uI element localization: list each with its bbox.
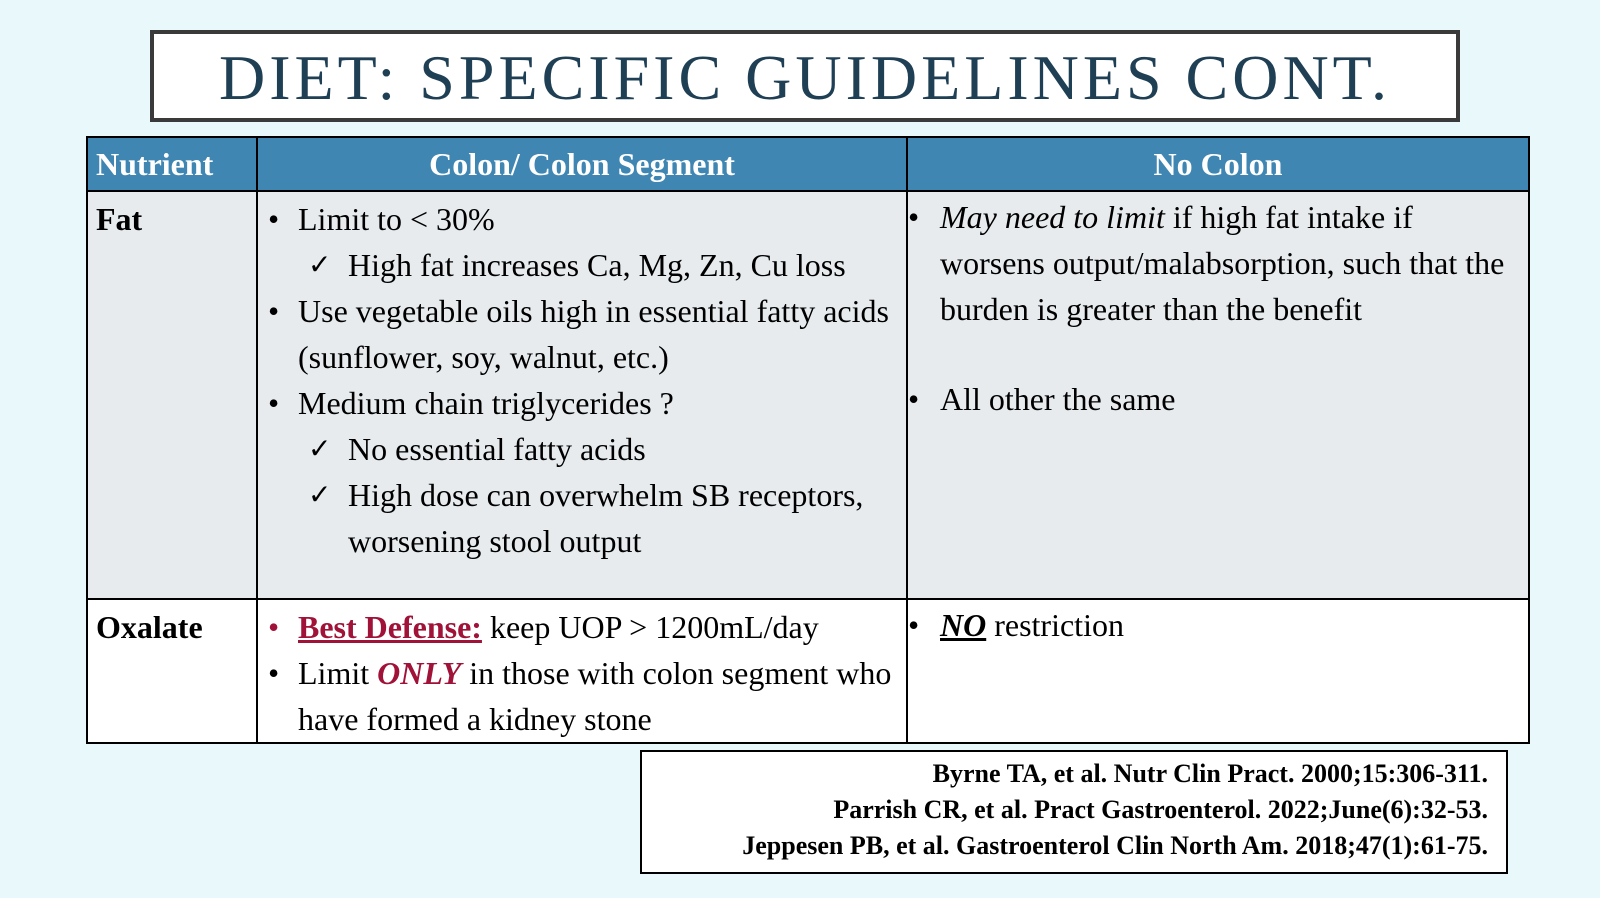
- vegetable-oils-text: Use vegetable oils high in essential fatty acids (sunflower, soy, walnut, etc.): [298, 293, 889, 375]
- mct-sublist: [298, 426, 898, 564]
- all-other-same-text: All other the same: [940, 381, 1176, 417]
- list-item: [908, 194, 1520, 332]
- nutrient-fat: Fat: [87, 191, 257, 599]
- limit-suffix-text: in those with colon segment who have formed a kidney stone: [298, 655, 892, 737]
- only-emphasis: ONLY: [377, 655, 462, 691]
- list-item: [268, 604, 898, 650]
- nutrient-oxalate: Oxalate: [87, 599, 257, 743]
- restriction-text: restriction: [986, 607, 1124, 643]
- fat-limit-text: Limit to < 30%: [298, 201, 495, 237]
- reference-byrne: Byrne TA, et al. Nutr Clin Pract. 2000;15:306-311.: [932, 759, 1488, 788]
- header-colon-segment: Colon/ Colon Segment: [257, 137, 907, 191]
- may-limit-emphasis: May need to limit: [940, 199, 1165, 235]
- mct-text: Medium chain triglycerides ?: [298, 385, 674, 421]
- slide-title-box: [150, 30, 1460, 122]
- no-emphasis: NO: [940, 607, 987, 643]
- oxalate-colon-cell: [257, 599, 907, 743]
- fat-no-colon-list: [908, 194, 1520, 422]
- checkmark-icon: ✓: [308, 478, 332, 511]
- limit-prefix-text: Limit: [298, 655, 378, 691]
- bullet-icon: •: [908, 607, 920, 643]
- bullet-icon: •: [908, 199, 920, 235]
- reference-parrish: Parrish CR, et al. Pract Gastroenterol. 2022;June(6):32-53.: [833, 795, 1488, 824]
- list-item: [268, 650, 898, 742]
- mct-high-dose-text: High dose can overwhelm SB receptors, worsening stool output: [348, 477, 864, 559]
- list-item: [268, 380, 898, 564]
- fat-colon-cell: [257, 191, 907, 599]
- list-item: [308, 426, 898, 472]
- oxalate-no-colon-cell: [907, 599, 1529, 743]
- fat-loss-text: High fat increases Ca, Mg, Zn, Cu loss: [348, 247, 846, 283]
- list-item: [908, 376, 1520, 422]
- header-no-colon: No Colon: [907, 137, 1529, 191]
- bullet-icon: •: [268, 609, 280, 645]
- checkmark-icon: ✓: [308, 432, 332, 465]
- list-item: [268, 288, 898, 380]
- oxalate-colon-list: [268, 604, 898, 742]
- slide-title: DIET: SPECIFIC GUIDELINES CONT.: [218, 42, 1392, 113]
- list-item: [268, 196, 898, 288]
- diet-guidelines-table: [86, 136, 1530, 744]
- mct-no-efa-text: No essential fatty acids: [348, 431, 646, 467]
- fat-limit-sublist: [298, 242, 898, 288]
- fat-no-colon-cell: [907, 191, 1529, 599]
- header-nutrient: Nutrient: [87, 137, 257, 191]
- bullet-icon: •: [268, 385, 280, 421]
- list-item: [908, 602, 1520, 648]
- list-spacer: [908, 332, 1520, 376]
- table-row-fat: [87, 191, 1529, 599]
- checkmark-icon: ✓: [308, 248, 332, 281]
- bullet-icon: •: [268, 293, 280, 329]
- best-defense-label: Best Defense:: [298, 609, 482, 645]
- references-box: [640, 750, 1508, 874]
- oxalate-no-colon-list: [908, 602, 1520, 648]
- reference-jeppesen: Jeppesen PB, et al. Gastroenterol Clin North Am. 2018;47(1):61-75.: [742, 831, 1488, 860]
- list-item: [308, 242, 898, 288]
- bullet-icon: •: [268, 655, 280, 691]
- table-row-oxalate: [87, 599, 1529, 743]
- fat-colon-list: [268, 196, 898, 564]
- may-limit-text: if high fat intake if worsens output/malabsorption, such that the burden is greater than the benefit: [940, 199, 1505, 327]
- table-header-row: [87, 137, 1529, 191]
- bullet-icon: •: [268, 201, 280, 237]
- list-item: [308, 472, 898, 564]
- bullet-icon: •: [908, 381, 920, 417]
- best-defense-text: keep UOP > 1200mL/day: [481, 609, 819, 645]
